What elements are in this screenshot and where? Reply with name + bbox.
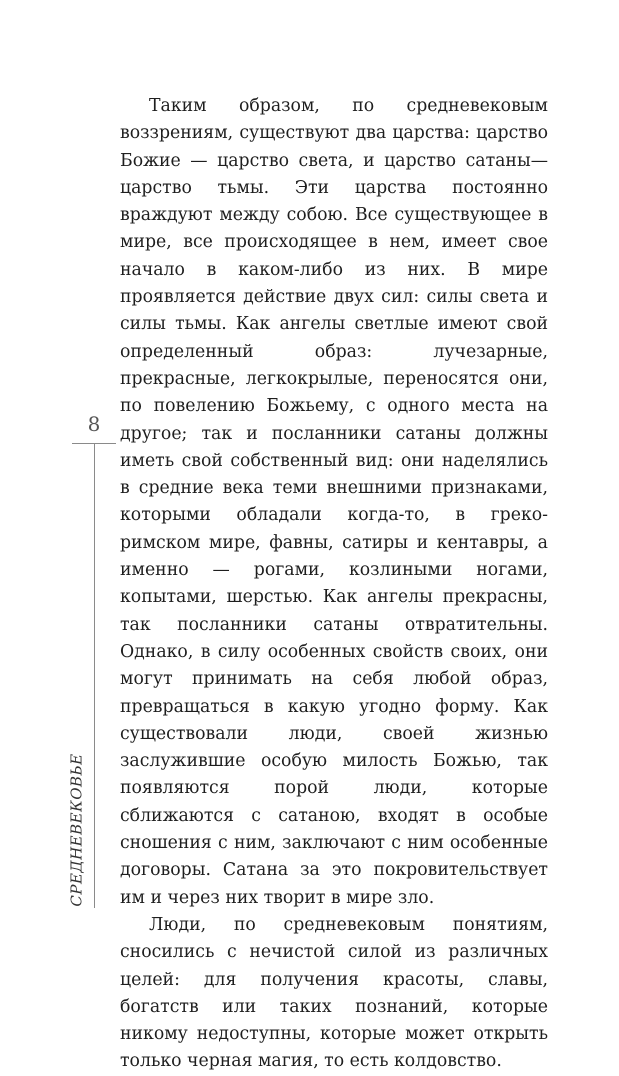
page-number: 8	[87, 412, 101, 436]
running-head	[62, 752, 92, 908]
paragraph: Таким образом, по средневековым воззрениям, существуют два царства: царство Божие — царство света, и царство сатаны—царство тьмы. Эти царства постоянно враждуют между собою. Все существующее в мире, все происходящее в нем, имеет свое начало в каком-либо из них. В мире проявляется действие двух сил: силы света и силы тьмы. Как ангелы светлые имеют свой определенный образ: лучезарные, прекрасные, легкокрылые, переносятся они, по повелению Божьему, с одного места на другое; так и посланники сатаны должны иметь свой собственный вид: они наделялись в средние века теми внешними признаками, которыми обладали когда-то, в греко-римском мире, фавны, сатиры и кентавры, а именно — рогами, козлиными ногами, копытами, шерстью. Как ангелы прекрасны, так посланники сатаны отвратительны. Однако, в силу особенных свойств своих, они могут принимать на себя любой образ, превращаться в какую угодно форму. Как существовали люди, своей жизнью заслужившие особую милость Божью, так появляются порой люди, которые сближаются с сатаною, входят в особые сношения с ним, заключают с ним особенные договоры. Сатана за это покровительствует им и через них творит в мире зло.	[120, 96, 548, 908]
margin-divider-line	[94, 443, 95, 908]
paragraph: Люди, по средневековым понятиям, сносились с нечистой силой из различных целей: для получения красоты, славы, богатств или таких познаний, которые никому недоступны, которые может открыть только черная магия, то есть колдовство.	[120, 914, 548, 1072]
body-text	[120, 93, 548, 1076]
running-head-label: СРЕДНЕВЕКОВЬЕ	[68, 753, 86, 907]
